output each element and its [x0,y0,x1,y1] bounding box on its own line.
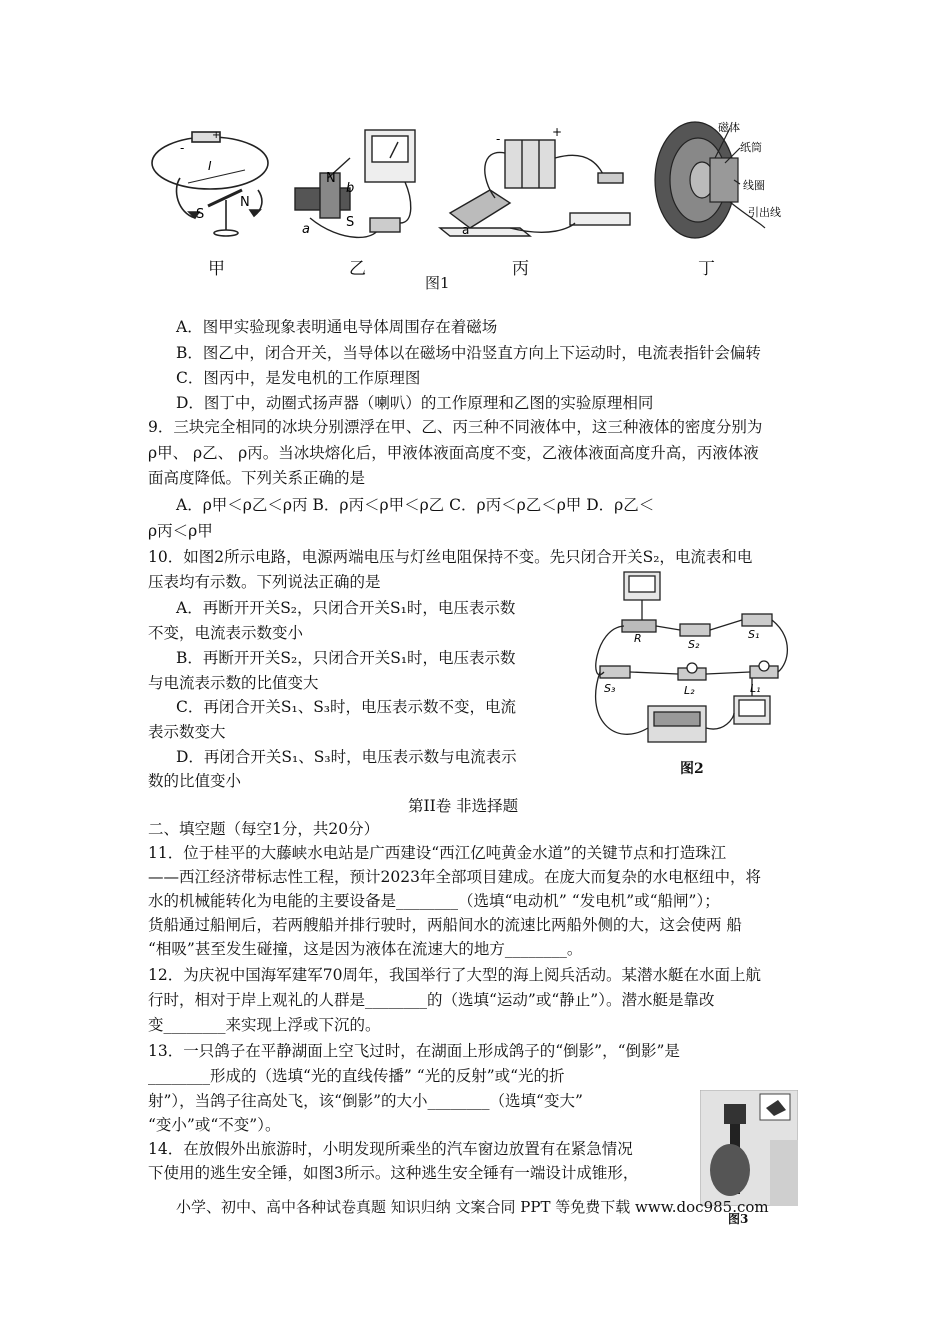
fig1-yi-s: S [346,215,355,230]
fig1-yi-n: N [326,171,336,186]
q10-option-d-2: 数的比值变小 [148,772,242,790]
q10-option-d-1: D．再闭合开关S₁、S₃时，电压表示数与电流表示 [176,748,517,766]
fig1-bing-minus: - [496,132,501,146]
fig2-label-l2: L₂ [684,684,695,697]
q11-line-3: 水的机械能转化为电能的主要设备是________（选填“电动机” “发电机”或“船闸”）； [148,892,720,910]
fig1-label-yi: 乙 [349,259,366,279]
q9-line-3: 面高度降低。下列关系正确的是 [148,469,366,487]
fig3-caption: 图3 [728,1212,749,1226]
footer-text: 小学、初中、高中各种试卷真题 知识归纳 文案合同 PPT 等免费下载 www.doc985.com [176,1198,769,1216]
q12-line-2: 行时，相对于岸上观礼的人群是________的（选填“运动”或“静止”）。潜水艇是靠改 [148,991,715,1009]
q11-line-2: ——西江经济带标志性工程，预计2023年全部项目建成。在庞大而复杂的水电枢纽中，将 [148,868,761,886]
fig2-label-r: R [634,632,642,645]
q10-option-b-2: 与电流表示数的比值变大 [148,674,319,692]
fig1-ding-label-tube: 纸筒 [740,141,762,154]
fig1-jia-s: S [196,207,205,222]
q9-options: A．ρ甲＜ρ乙＜ρ丙 B．ρ丙＜ρ甲＜ρ乙 C．ρ丙＜ρ乙＜ρ甲 D．ρ乙＜ [176,496,655,514]
fig1-jia-diagram [152,132,268,236]
q10-option-a-1: A．再断开开关S₂，只闭合开关S₁时，电压表示数 [176,599,516,617]
fig1-bing-a: a [462,223,470,237]
q9-line-2: ρ甲、 ρ乙、 ρ丙。当冰块熔化后，甲液体液面高度不变，乙液体液面高度升高，丙液体液 [148,444,759,462]
fig1-bing-plus: + [552,125,563,139]
q10-option-a-2: 不变，电流表示数变小 [148,624,304,642]
fig1-jia-n: N [240,195,250,210]
fig2-caption: 图2 [680,761,704,777]
figure-2-circuit [584,568,794,756]
q10-option-b-1: B．再断开开关S₂，只闭合开关S₁时，电压表示数 [176,649,516,667]
q13-line-4: “变小”或“不变”）。 [148,1116,281,1134]
q8-option-b: B．图乙中，闭合开关，当导体以在磁场中沿竖直方向上下运动时，电流表指针会偏转 [176,344,761,362]
q14-line-2: 下使用的逃生安全锤，如图3所示。这种逃生安全锤有一端设计成锥形， [148,1164,639,1182]
q12-line-3: 变________来实现上浮或下沉的。 [148,1016,381,1034]
q8-option-c: C．图丙中，是发电机的工作原理图 [176,369,421,387]
fig2-label-s1: S₁ [748,628,760,641]
q8-option-d: D．图丁中，动圈式扬声器（喇叭）的工作原理和乙图的实验原理相同 [176,394,654,412]
section-2-title: 第II卷 非选择题 [408,797,519,815]
fig1-label-bing: 丙 [512,259,529,279]
q13-line-1: 13．一只鸽子在平静湖面上空飞过时，在湖面上形成鸽子的“倒影”，“倒影”是 [148,1042,680,1060]
fig1-caption: 图1 [425,274,450,292]
fig1-ding-label-lead: 引出线 [748,206,781,219]
q14-line-1: 14．在放假外出旅游时，小明发现所乘坐的汽车窗边放置有在紧急情况 [148,1140,633,1158]
fig1-yi-diagram [295,130,415,237]
q10-line-1: 10．如图2所示电路，电源两端电压与灯丝电阻保持不变。先只闭合开关S₂，电流表和电 [148,548,753,566]
q13-line-3: 射”），当鸽子往高处飞，该“倒影”的大小________（选填“变大” [148,1092,583,1110]
q9-line-1: 9．三块完全相同的冰块分别漂浮在甲、乙、丙三种不同液体中，这三种液体的密度分别为 [148,418,763,436]
q11-line-5: “相吸”甚至发生碰撞，这是因为液体在流速大的地方________。 [148,940,583,958]
q12-line-1: 12．为庆祝中国海军建军70周年，我国举行了大型的海上阅兵活动。某潜水艇在水面上航 [148,966,761,984]
q11-line-4: 货船通过船闸后，若两艘船并排行驶时，两船间水的流速比两船外侧的大，这会使两 船 [148,916,742,934]
figure-3-hammer-photo [700,1090,798,1206]
fig2-label-s3: S₃ [604,682,616,695]
fig2-label-s2: S₂ [688,638,700,651]
fig1-ding-label-magnet: 磁体 [718,121,740,134]
fig1-jia-minus: - [180,141,185,155]
fig1-yi-b: b [346,181,355,196]
q13-line-2: ________形成的（选填“光的直线传播” “光的反射”或“光的折 [148,1067,565,1085]
q10-option-c-2: 表示数变大 [148,723,226,741]
fig1-ding-label-coil: 线圈 [743,179,765,192]
fig1-yi-a: a [302,222,310,237]
section-2-heading: 二、填空题（每空1分，共20分） [148,820,380,838]
q10-line-2: 压表均有示数。下列说法正确的是 [148,573,381,591]
q9-options-cont: ρ丙＜ρ甲 [148,522,213,540]
fig1-jia-plus: + [212,130,221,141]
q11-line-1: 11．位于桂平的大藤峡水电站是广西建设“西江亿吨黄金水道”的关键节点和打造珠江 [148,844,727,862]
fig2-label-l1: L₁ [750,682,761,695]
fig1-label-ding: 丁 [698,259,715,279]
fig1-label-jia: 甲 [208,259,225,279]
q8-option-a: A．图甲实验现象表明通电导体周围存在着磁场 [176,318,498,336]
figure-1 [150,118,800,268]
q10-option-c-1: C．再闭合开关S₁、S₃时，电压表示数不变，电流 [176,698,517,716]
fig1-jia-current: I [208,159,212,173]
fig1-bing-diagram [440,140,630,236]
